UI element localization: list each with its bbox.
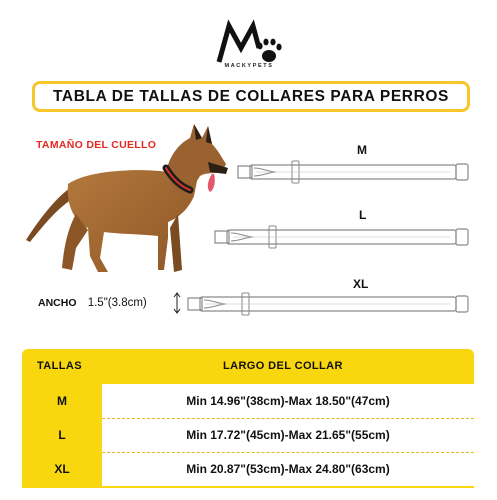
- row-divider: [102, 418, 474, 419]
- length-cell: Min 14.96"(38cm)-Max 18.50"(47cm): [102, 384, 474, 418]
- table-row: [22, 452, 474, 486]
- size-cell: XL: [54, 462, 70, 476]
- header-collar-length: LARGO DEL COLLAR: [223, 360, 343, 372]
- size-cell: L: [58, 428, 66, 442]
- collar-icon-xl: [186, 291, 472, 317]
- table-header: [22, 349, 474, 384]
- neck-size-label: TAMAÑO DEL CUELLO: [36, 139, 157, 151]
- page-title: TABLA DE TALLAS DE COLLARES PARA PERROS: [53, 87, 449, 105]
- width-value: 1.5"(3.8cm): [87, 297, 147, 309]
- width-arrow-icon: [172, 292, 182, 314]
- table-bottom-border: [22, 486, 474, 488]
- size-cell: M: [57, 394, 67, 408]
- dog-illustration: [18, 118, 236, 286]
- width-info: [38, 297, 147, 309]
- header-sizes: TALLAS: [37, 360, 82, 372]
- title-banner: [32, 81, 470, 112]
- collar-label-xl: XL: [353, 277, 369, 291]
- collar-label-m: M: [357, 143, 367, 157]
- size-table: [22, 349, 474, 487]
- collar-icon-m: [236, 159, 472, 185]
- brand-name: MACKYPETS: [224, 63, 274, 69]
- width-label: ANCHO: [38, 297, 77, 309]
- table-row: [22, 418, 474, 452]
- table-row: [22, 384, 474, 418]
- row-divider: [102, 452, 474, 453]
- length-cell: Min 20.87"(53cm)-Max 24.80"(63cm): [102, 452, 474, 486]
- collar-label-l: L: [359, 208, 367, 222]
- length-cell: Min 17.72"(45cm)-Max 21.65"(55cm): [102, 418, 474, 452]
- collar-icon-l: [213, 224, 472, 250]
